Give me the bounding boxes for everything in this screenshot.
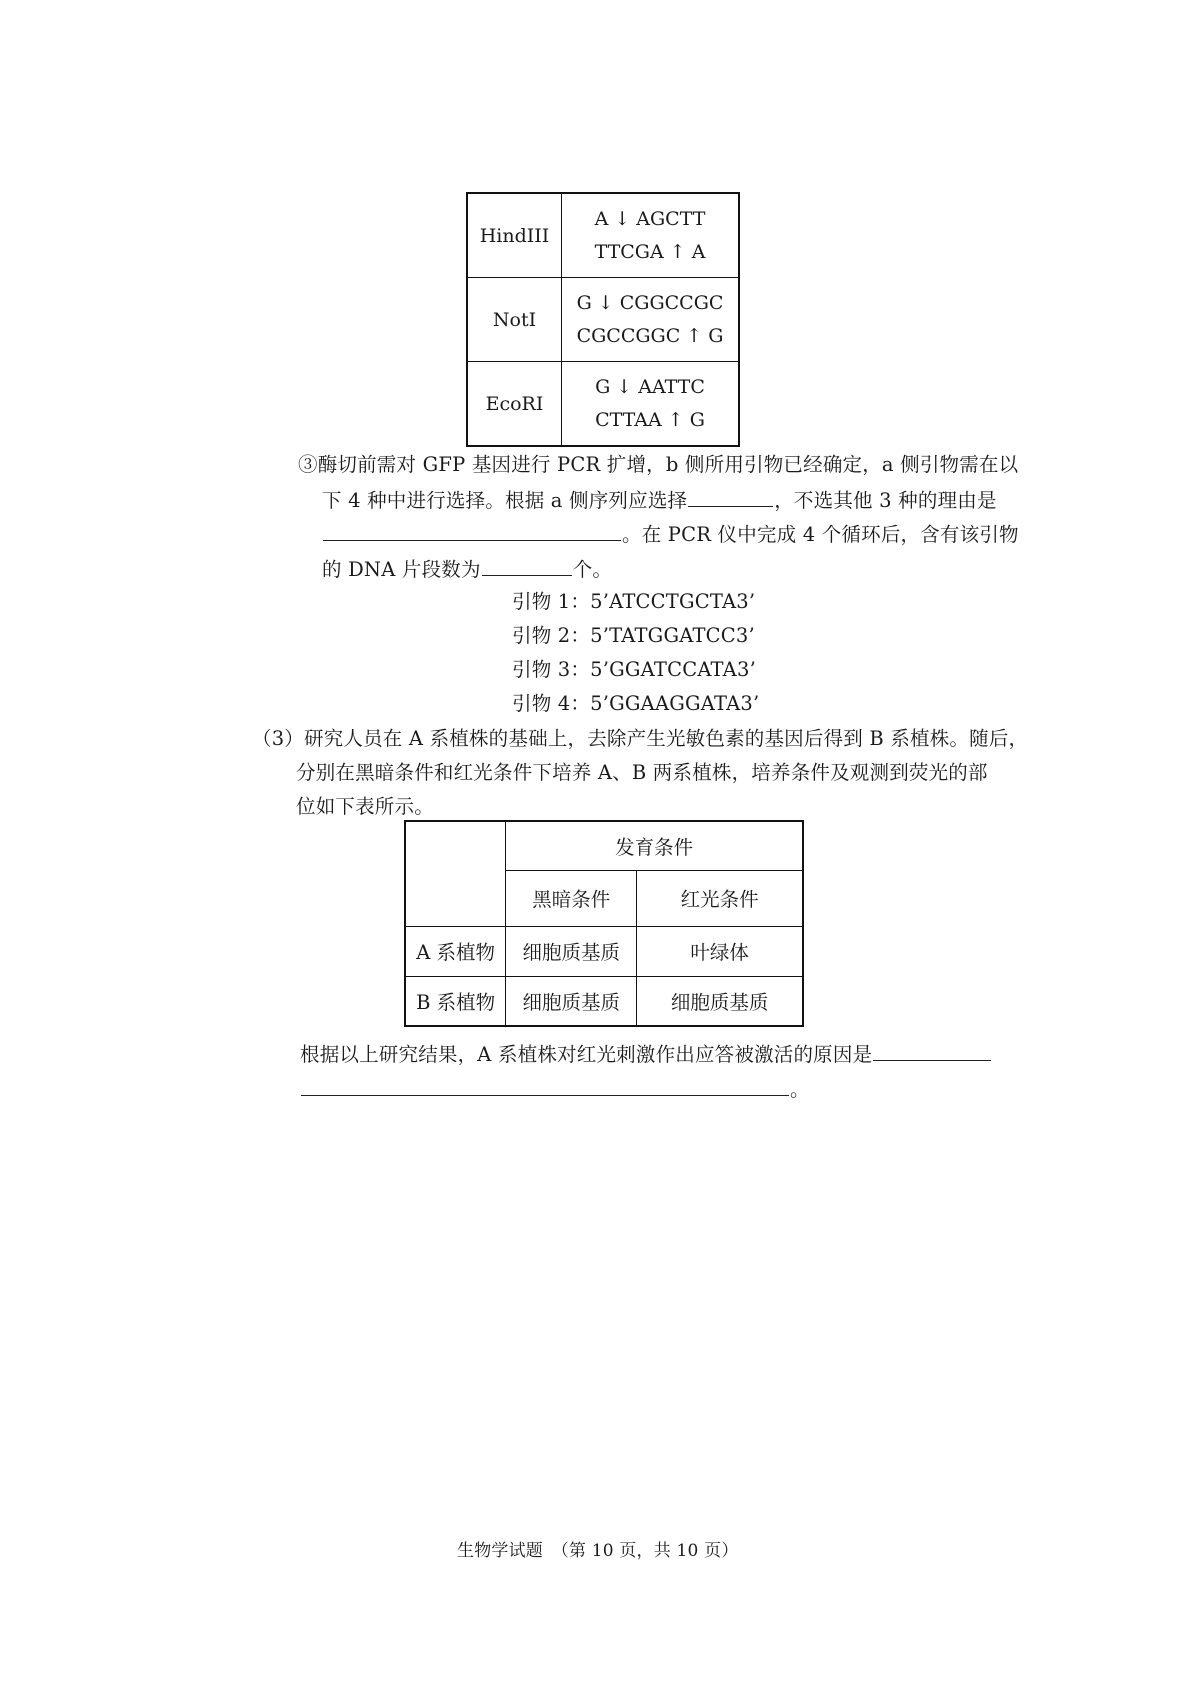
primer-4: 引物 4：5’GGAAGGATA3’ xyxy=(512,692,760,715)
cut-site xyxy=(562,278,740,362)
answer-blank-reason-start[interactable] xyxy=(873,1040,991,1061)
table-row xyxy=(467,278,739,362)
table-row xyxy=(467,362,739,447)
cut-site xyxy=(562,193,740,278)
question-text: ，不选其他 3 种的理由是 xyxy=(774,489,997,512)
cell-dark: 细胞质基质 xyxy=(506,926,637,976)
primer-2: 引物 2：5’TATGGATCC3’ xyxy=(512,624,755,647)
cut-site-top: G ↓ CGGCCGC xyxy=(576,291,724,314)
question-line-4 xyxy=(322,555,612,583)
page-footer: 生物学试题 （第 10 页，共 10 页） xyxy=(457,1541,739,1561)
question-text: 的 DNA 片段数为 xyxy=(322,558,481,581)
question-text: 根据以上研究结果，A 系植株对红光刺激作出应答被激活的原因是 xyxy=(300,1043,873,1066)
primer-1: 引物 1：5’ATCCTGCTA3’ xyxy=(512,590,756,613)
primer-3: 引物 3：5’GGATCCATA3’ xyxy=(512,658,756,681)
question-text: 下 4 种中进行选择。根据 a 侧序列应选择 xyxy=(322,489,688,512)
cell-dark: 细胞质基质 xyxy=(506,976,637,1026)
table-row xyxy=(467,193,739,278)
part3-line-1: （3）研究人员在 A 系植株的基础上，去除产生光敏色素的基因后得到 B 系植株。随后， xyxy=(252,727,1029,750)
table-row xyxy=(405,976,803,1026)
part3-line-2: 分别在黑暗条件和红光条件下培养 A、B 两系植株，培养条件及观测到荧光的部 xyxy=(296,761,988,784)
answer-blank-reason[interactable] xyxy=(323,520,621,541)
table-row xyxy=(405,926,803,976)
cell-red: 细胞质基质 xyxy=(637,976,803,1026)
answer-blank-primer[interactable] xyxy=(688,486,773,507)
group-header: 发育条件 xyxy=(506,821,803,870)
question-text: 。 xyxy=(790,1078,810,1101)
question-text: 个。 xyxy=(572,558,613,581)
cut-site xyxy=(562,362,740,447)
question-line-2 xyxy=(322,486,997,514)
cut-site-bottom: CTTAA ↑ G xyxy=(595,408,705,431)
enzyme-name: HindIII xyxy=(467,193,562,278)
question-line-1: ③酶切前需对 GFP 基因进行 PCR 扩增，b 侧所用引物已经确定，a 侧引物需在以 xyxy=(298,453,1019,476)
answer-blank-count[interactable] xyxy=(482,555,572,576)
question-text: 。在 PCR 仪中完成 4 个循环后，含有该引物 xyxy=(622,523,1019,546)
column-header-red: 红光条件 xyxy=(637,870,803,926)
result-table xyxy=(404,820,804,1027)
part3-line-3: 位如下表所示。 xyxy=(296,795,434,818)
cut-site-top: A ↓ AGCTT xyxy=(594,207,706,230)
cut-site-top: G ↓ AATTC xyxy=(595,375,705,398)
row-label: A 系植物 xyxy=(405,926,506,976)
cut-site-bottom: CGCCGGC ↑ G xyxy=(576,324,724,347)
empty-corner-cell xyxy=(405,821,506,926)
row-label: B 系植物 xyxy=(405,976,506,1026)
conclusion-line-2 xyxy=(300,1075,810,1103)
conclusion-line-1 xyxy=(300,1040,992,1068)
enzyme-name: NotI xyxy=(467,278,562,362)
cell-red: 叶绿体 xyxy=(637,926,803,976)
question-line-3 xyxy=(322,520,1019,548)
answer-blank-reason-cont[interactable] xyxy=(301,1075,789,1096)
column-header-dark: 黑暗条件 xyxy=(506,870,637,926)
table-header-row xyxy=(405,821,803,870)
cut-site-bottom: TTCGA ↑ A xyxy=(594,240,706,263)
enzyme-table xyxy=(466,192,740,447)
enzyme-name: EcoRI xyxy=(467,362,562,447)
